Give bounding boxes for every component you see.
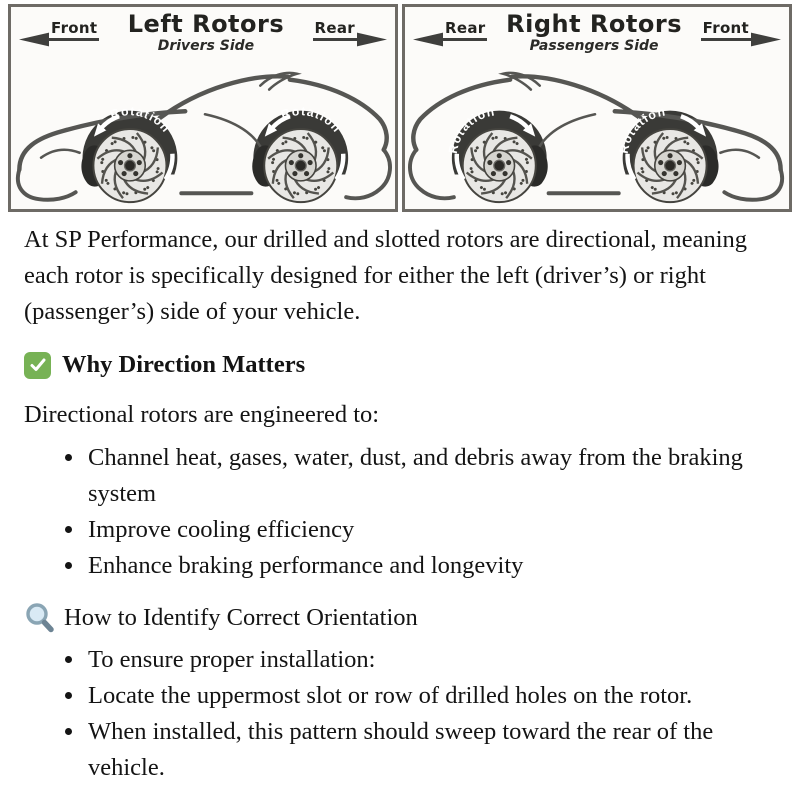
heading-text: How to Identify Correct Orientation (64, 604, 418, 631)
rotor-diagrams (0, 0, 800, 212)
left-car-diagram (11, 55, 395, 211)
left-panel-header (11, 7, 395, 55)
front-direction-label (701, 19, 781, 41)
panel-subtitle: Passengers Side (529, 38, 659, 54)
intro-paragraph: At SP Performance, our drilled and slotted rotors are directional, meaning each rotor is specifically designed for either the left (driver’s) or right (passenger’s) side of your vehicle. (24, 226, 748, 325)
why-direction-matters-heading (24, 349, 776, 381)
lead-paragraph: Directional rotors are engineered to: (24, 401, 380, 428)
heading-text: Why Direction Matters (62, 351, 306, 378)
direction-text: Front (49, 19, 99, 41)
list-item-text: • Locate the uppermost slot or row of drilled holes on the rotor. (88, 682, 693, 709)
right-panel-header (405, 7, 789, 55)
list-item (86, 440, 776, 512)
article-body (0, 222, 800, 786)
rear-direction-label (413, 19, 487, 41)
identify-orientation-heading (24, 601, 776, 635)
list-item-text: • When installed, this pattern should sweep toward the rear of the vehicle. (88, 718, 714, 781)
rotation-label: Rotation (616, 104, 668, 155)
panel-subtitle: Drivers Side (157, 38, 255, 54)
rotation-label: Rotation (279, 104, 345, 136)
list-item (86, 642, 776, 678)
rear-direction-label (313, 19, 387, 41)
list-item-text: • Channel heat, gases, water, dust, and debris away from the braking system (88, 444, 743, 507)
orientation-steps-list (24, 642, 776, 786)
list-item (86, 548, 776, 584)
direction-text: Rear (443, 19, 487, 41)
rotation-label: Rotation (108, 104, 174, 136)
right-arrow-icon (751, 32, 781, 47)
direction-text: Rear (313, 19, 357, 41)
rotation-label: Rotation (445, 104, 497, 155)
magnifier-icon (24, 601, 56, 635)
right-car-diagram (405, 55, 789, 211)
check-mark-icon (24, 352, 51, 379)
list-item (86, 714, 776, 786)
left-arrow-icon (413, 32, 443, 47)
list-item (86, 512, 776, 548)
panel-title: Right Rotors (506, 10, 682, 38)
panel-title: Left Rotors (127, 10, 285, 38)
left-panel-titles (99, 12, 312, 53)
left-arrow-icon (19, 32, 49, 47)
list-item (86, 678, 776, 714)
list-item-text: • To ensure proper installation: (88, 646, 376, 673)
list-item-text: • Improve cooling efficiency (88, 516, 355, 543)
benefits-list (24, 440, 776, 584)
list-item-text: • Enhance braking performance and longevity (88, 552, 524, 579)
left-rotors-panel (8, 4, 398, 212)
right-rotors-panel (402, 4, 792, 212)
right-panel-titles (487, 12, 700, 53)
direction-text: Front (701, 19, 751, 41)
front-direction-label (19, 19, 99, 41)
right-arrow-icon (357, 32, 387, 47)
